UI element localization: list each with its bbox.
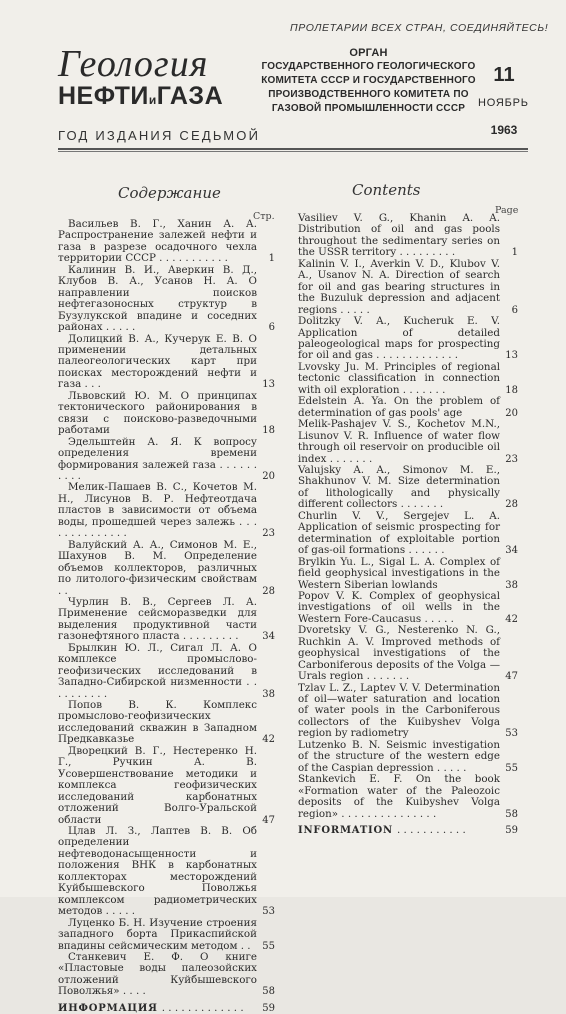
toc-ru-entry-text: Калинин В. И., Аверкин В. Д., Клубов В. А., Усанов Н. А. О направлении поисков нефтегазоносных структур в Бузулукской впадине и соседних районах . . . . . — [58, 263, 257, 334]
issue-month: НОЯБРЬ — [478, 97, 529, 109]
logo-title-line2 — [58, 83, 223, 113]
toc-ru-entry-text: Станкевич Е. Ф. О книге «Пластовые воды палеозойских отложений Куйбышевского Поволжья» . . . . — [58, 951, 257, 998]
toc-ru-entry-page: 55 — [262, 940, 275, 952]
toc-en-entry — [298, 213, 518, 259]
organ-line: ГОСУДАРСТВЕННОГО ГЕОЛОГИЧЕСКОГО — [261, 61, 476, 72]
toc-ru-entry — [58, 597, 275, 643]
organ-line: ПРОИЗВОДСТВЕННОГО КОМИТЕТА ПО — [268, 89, 469, 100]
issue-number: 11 — [493, 64, 515, 86]
toc-en-entry — [298, 511, 518, 557]
toc-ru-information-label: ИНФОРМАЦИЯ — [58, 1002, 158, 1014]
toc-en-information-page: 59 — [505, 825, 518, 837]
toc-ru-entry — [58, 219, 275, 265]
toc-en-entry-page: 34 — [505, 545, 518, 557]
toc-en-entry — [298, 740, 518, 774]
toc-en-entry — [298, 396, 518, 419]
toc-en-entry-page: 55 — [505, 762, 518, 774]
toc-en-entry — [298, 259, 518, 316]
toc-ru-entry-text: Мелик-Пашаев В. С., Кочетов М. Н., Лисунов В. Р. Нефтеотдача пластов в зависимости от объема воды, прошедшей через залежь . . . . . . . . . . . . . . — [58, 481, 257, 540]
toc-ru-entry-page: 20 — [262, 470, 275, 482]
page-column-header-ru: Стр. — [253, 211, 275, 222]
toc-russian — [58, 219, 275, 1014]
toc-en-entry-text: Edelstein A. Ya. On the problem of determination of gas pools' age — [298, 395, 500, 419]
toc-ru-entry — [58, 700, 275, 746]
toc-en-entry-text: Brylkin Yu. L., Sigal L. A. Complex of field geophysical investigations in the Western Siberian lowlands — [298, 555, 500, 591]
toc-ru-entry — [58, 952, 275, 998]
organ-line: КОМИТЕТА СССР И ГОСУДАРСТВЕННОГО — [261, 75, 476, 86]
toc-ru-entry — [58, 334, 275, 391]
toc-ru-entry-text: Эдельштейн А. Я. К вопросу определения времени формирования залежей газа . . . . . . . . . . — [58, 435, 257, 482]
toc-en-entry-text: Lutzenko B. N. Seismic investigation of the structure of the western edge of the Caspian depression . . . . . — [298, 738, 500, 774]
toc-en-entry-text: Lvovsky Ju. M. Principles of regional tectonic classification in connection with oil exploration . . . . . . . — [298, 360, 500, 396]
contents-title-ru: Содержание — [118, 184, 221, 202]
toc-en-entry — [298, 557, 518, 591]
toc-ru-information-dots: . . . . . . . . . . . . . — [161, 1001, 244, 1014]
toc-ru-entry-page: 18 — [262, 425, 275, 437]
toc-en-entry — [298, 774, 518, 820]
toc-en-entry-text: Melik-Pashajev V. S., Kochetov M.N., Lisunov V. R. Influence of water flow through oil reservoir on producible oil index . . . . . . . — [298, 418, 500, 465]
toc-ru-entry-page: 38 — [262, 688, 275, 700]
toc-en-entry — [298, 362, 518, 396]
toc-ru-entry — [58, 826, 275, 918]
toc-ru-entry-text: Цлав Л. З., Лаптев В. В. Об определении нефтеводонасыщенности и положения ВНК в карбонатных коллекторах месторождений Куйбышевского Поволжья комплексом радиометрических методов . . . . . — [58, 825, 257, 918]
toc-en-information-entry — [298, 825, 518, 836]
toc-ru-entry-page: 42 — [262, 734, 275, 746]
logo-word-gas: ГАЗА — [156, 82, 224, 110]
toc-ru-entry-page: 28 — [262, 585, 275, 597]
toc-ru-entry-page: 6 — [268, 322, 275, 334]
toc-ru-entry — [58, 540, 275, 597]
toc-en-entry-page: 42 — [505, 613, 518, 625]
header-divider — [58, 148, 528, 150]
toc-en-entry-page: 13 — [505, 350, 518, 362]
toc-en-entry-page: 38 — [505, 579, 518, 591]
toc-ru-information-page: 59 — [262, 1002, 275, 1014]
toc-ru-entry-text: Львовский Ю. М. О принципах тектонического районирования в связи с поисково-разведочными работами — [58, 389, 257, 437]
toc-english — [298, 213, 518, 836]
toc-ru-information-entry — [58, 1003, 275, 1014]
toc-ru-entry-page: 1 — [268, 253, 275, 265]
logo-word-and: и — [148, 93, 157, 107]
toc-en-entry-page: 28 — [505, 499, 518, 511]
toc-en-entry-text: Valujsky A. A., Simonov M. E., Shakhunov V. M. Size determination of lithologically and physically different collectors . . . . . . . — [298, 463, 500, 511]
toc-en-entry-page: 18 — [505, 384, 518, 396]
toc-en-entry-page: 47 — [505, 671, 518, 683]
toc-ru-entry-page: 58 — [262, 986, 275, 998]
toc-ru-entry-page: 13 — [262, 379, 275, 391]
toc-en-entry-page: 6 — [511, 304, 518, 316]
toc-en-entry-page: 1 — [511, 247, 518, 259]
issue-year: 1963 — [490, 123, 518, 137]
toc-en-entry-text: Dolitzky V. A., Kucheruk E. V. Application of detailed paleogeological maps for prospecting for oil and gas . . . . . . . . . . . . . — [298, 315, 500, 362]
toc-ru-entry-text: Валуйский А. А., Симонов М. Е., Шахунов В. М. Определение объемов коллекторов, различных по литолого-физическим свойствам . . — [58, 538, 257, 597]
toc-en-entry — [298, 683, 518, 740]
logo-title-line1: Геология — [58, 43, 209, 85]
slogan: ПРОЛЕТАРИИ ВСЕХ СТРАН, СОЕДИНЯЙТЕСЬ! — [290, 22, 549, 34]
toc-en-entry-text: Tzlav L. Z., Laptev V. V. Determination of oil—water saturation and location of water pools in the Carboniferous collectors of the Kuibyshev Volga region by radiometry — [298, 681, 500, 740]
toc-ru-entry-page: 53 — [262, 906, 275, 918]
toc-en-entry-text: Dvoretsky V. G., Nesterenko N. G., Ruchkin A. V. Improved methods of geophysical investigations of the Carboniferous deposits of the Volga — Urals region . . . . . . . — [298, 624, 500, 683]
page-column-header-en: Page — [495, 205, 519, 216]
toc-en-information-label: INFORMATION — [298, 825, 393, 837]
organ-line: ГАЗОВОЙ ПРОМЫШЛЕННОСТИ СССР — [271, 103, 466, 114]
edition-line: ГОД ИЗДАНИЯ СЕДЬМОЙ — [58, 128, 261, 143]
toc-en-entry-page: 23 — [505, 453, 518, 465]
toc-ru-entry-text: Чурлин В. В., Сергеев Л. А. Применение сейсморазведки для выделения продуктивной части газонефтяного пласта . . . . . . . . . — [58, 595, 257, 643]
toc-ru-entry — [58, 437, 275, 483]
toc-en-entry-text: Kalinin V. I., Averkin V. D., Klubov V. A., Usanov N. A. Direction of search for oil and gas bearing structures in the Buzuluk depression and adjacent regions . . . . . — [298, 257, 500, 316]
publisher-block — [256, 46, 481, 116]
toc-ru-entry-page: 23 — [262, 528, 275, 540]
toc-ru-entry-text: Луценко Б. Н. Изучение строения западного борта Прикаспийской впадины сейсмическим методом . . — [58, 916, 257, 952]
toc-ru-entry-text: Брылкин Ю. Л., Сигал Л. А. О комплексе промыслово-геофизических исследований в Западно-Сибирской низменности . . . . . . . . . . — [58, 641, 257, 700]
toc-en-entry — [298, 316, 518, 362]
toc-en-entry — [298, 591, 518, 625]
toc-en-information-dots: . . . . . . . . . . . — [397, 824, 466, 837]
toc-en-entry-page: 58 — [505, 808, 518, 820]
toc-en-entry-text: Stankevich E. F. On the book «Formation water of the Paleozoic deposits of the Kuibyshev Volga region» . . . . . . . . . . . . . . . — [298, 773, 500, 820]
toc-en-entry-page: 20 — [505, 407, 518, 419]
toc-en-entry-text: Popov V. K. Complex of geophysical investigations of oil wells in the Western Fore-Caucasus . . . . . — [298, 589, 500, 625]
toc-en-entry — [298, 625, 518, 682]
toc-en-entry-page: 53 — [505, 728, 518, 740]
logo-word-oil: НЕФТИ — [58, 82, 149, 110]
toc-en-entry-text: Vasiliev V. G., Khanin A. A. Distribution of oil and gas pools throughout the sedimentary series on the USSR territory . . . . . . . . . — [298, 212, 500, 259]
toc-ru-entry-page: 47 — [262, 814, 275, 826]
toc-ru-entry — [58, 391, 275, 437]
organ-title: ОРГАН — [349, 47, 388, 59]
toc-ru-entry — [58, 918, 275, 952]
contents-title-en: Contents — [352, 181, 421, 199]
toc-en-entry — [298, 419, 518, 465]
toc-en-entry — [298, 465, 518, 511]
toc-ru-entry-text: Васильев В. Г., Ханин А. А. Распространение залежей нефти и газа в разрезе осадочного чехла территории СССР . . . . . . . . . . . — [58, 218, 257, 265]
toc-en-entry-text: Churlin V. V., Sergejev L. A. Application of seismic prospecting for determination of exploitable portion of gas-oil formations . . . . . . — [298, 509, 500, 557]
toc-ru-entry-text: Долицкий В. А., Кучерук Е. В. О применении детальных палеогеологических карт при поисках месторождений нефти и газа . . . — [58, 332, 257, 391]
toc-ru-entry-text: Попов В. К. Комплекс промыслово-геофизических исследований скважин в Западном Предкавказье — [58, 699, 257, 746]
toc-ru-entry-page: 34 — [262, 631, 275, 643]
toc-ru-entry — [58, 643, 275, 700]
toc-ru-entry — [58, 265, 275, 334]
toc-ru-entry-text: Дворецкий В. Г., Нестеренко Н. Г., Ручкин А. В. Усовершенствование методики и комплекса геофизических исследований карбонатных отложений Волго-Уральской области — [58, 744, 257, 826]
header-divider-thin — [58, 151, 528, 152]
toc-ru-entry — [58, 746, 275, 826]
toc-ru-entry — [58, 482, 275, 539]
